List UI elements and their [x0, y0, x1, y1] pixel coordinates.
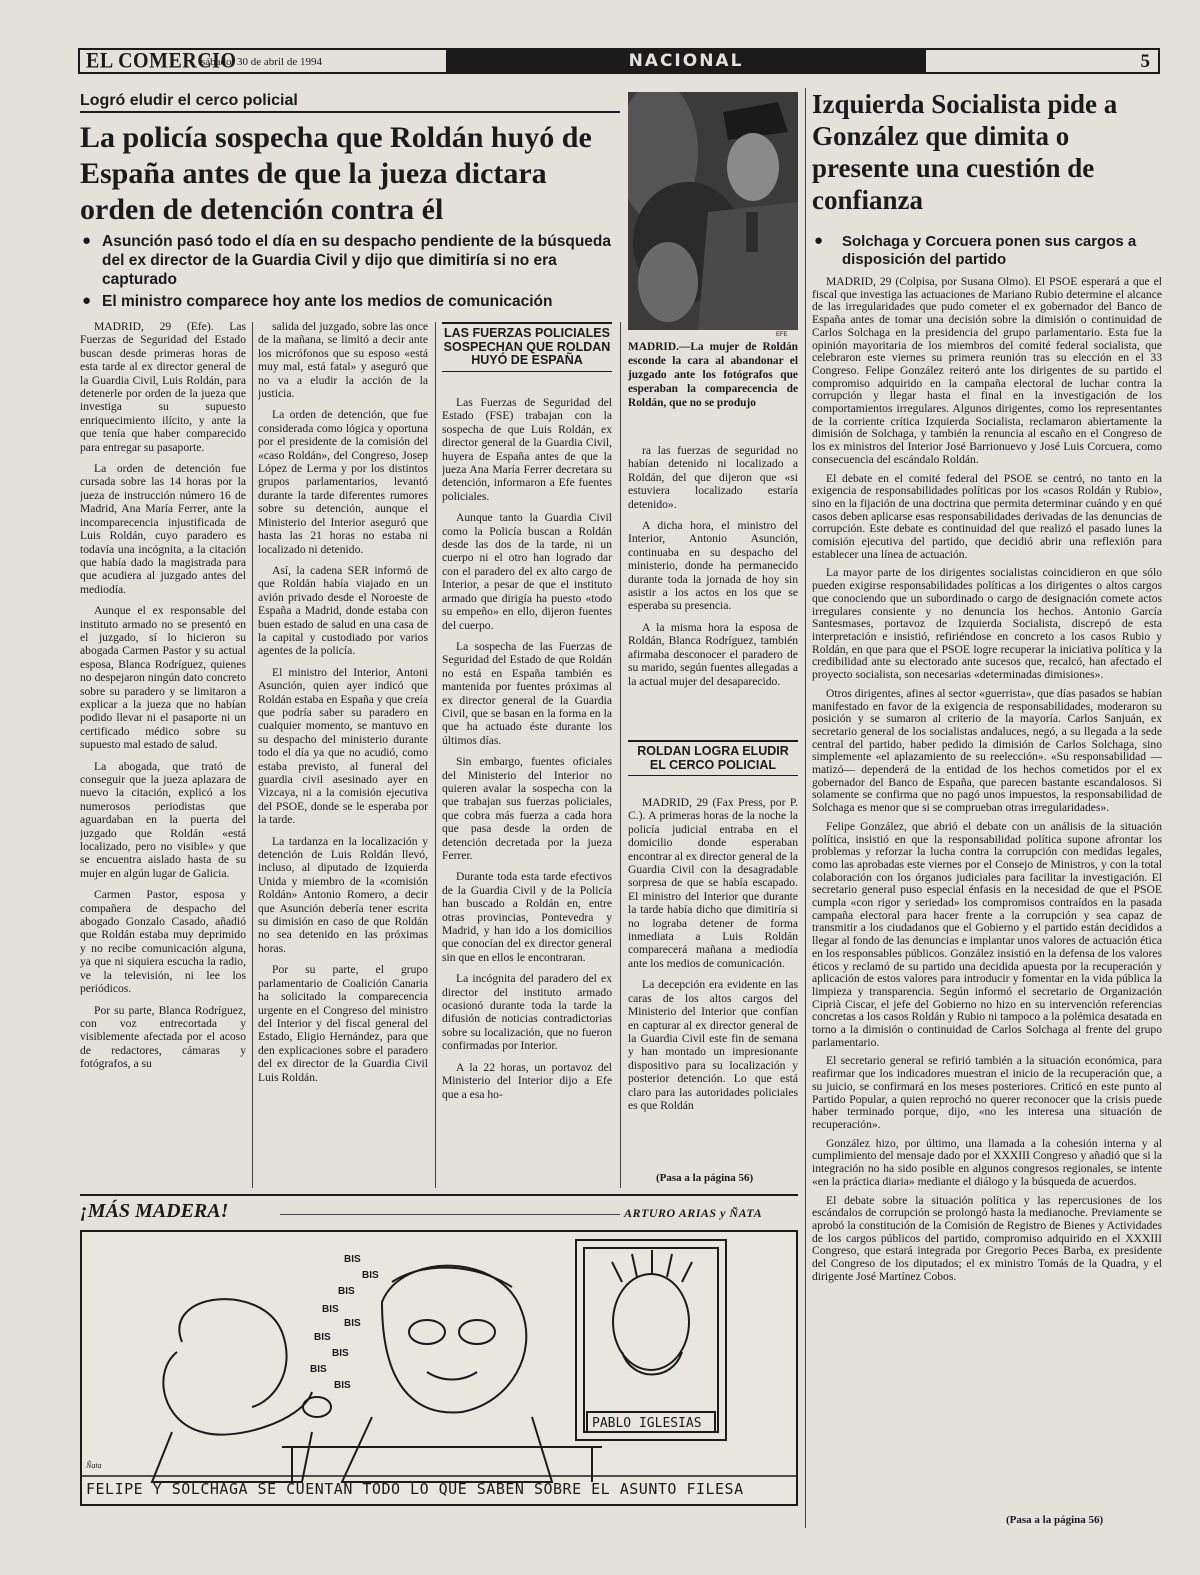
photo-illustration — [628, 92, 798, 330]
headline-bullets — [80, 232, 620, 314]
paragraph: ra las fuerzas de seguridad no habían detenido ni localizado a Roldán, del que dijeron que «si estuviera localizado estaría detenido». — [628, 444, 798, 511]
paragraph: González hizo, por último, una llamada a la cohesión interna y al cumplimiento del mensaje dado por el XXXIII Congreso y añadió que si la integración no ha sido posible en algunos congresos regionales, se intente «en la práctica diaria» mediante el diálogo y la búsqueda de acuerdos. — [812, 1136, 1162, 1188]
cartoon-bis-text: BIS — [310, 1364, 327, 1375]
cartoon-bis-text: BIS — [338, 1286, 355, 1297]
paragraph: La orden de detención, que fue considerada como lógica y oportuna por el presidente de la comisión del «caso Roldán», del Congreso, Josep López de Lerma y por los distintos grupos parlamentarios, levantó durante la tarde diferentes rumores sobre su detención, aunque el Ministerio del Interior aseguró que hasta las 21 horas no estaba ni localizado ni detenido. — [258, 408, 428, 556]
paragraph: El debate en el comité federal del PSOE se centró, no tanto en la exigencia de responsabilidades políticas por los «casos Roldán y Rubio», sino en la fijación de una doctrina que permita determinar cuándo y en qué casos deben aplicarse esas responsabilidades derivadas de las denuncias de corrupción. Este debate es continuidad del que realizó el pasado lunes la comisión ejecutiva del partido, que decidió abrir una reflexión para establecer una línea de actuación. — [812, 471, 1162, 561]
paragraph: La decepción era evidente en las caras de los altos cargos del Ministerio del Interior que confían en capturar al ex director general de la Guardia Civil este fin de semana y han montado un impresionante dispositivo para su localización y posterior detención. Lo que está claro para las autoridades policiales es que Roldán — [628, 978, 798, 1112]
section-tab: NACIONAL — [446, 48, 926, 74]
paragraph: A la 22 horas, un portavoz del Ministerio del Interior dijo a Efe que a esa ho- — [442, 1060, 612, 1101]
headline-bullet: ● Asunción pasó todo el día en su despacho pendiente de la búsqueda del ex director de la Guardia Civil y dijo que dimitiría si no era capturado — [80, 232, 620, 289]
news-photo — [628, 92, 798, 330]
cartoon-bis-text: BIS — [334, 1380, 351, 1391]
paragraph: El debate sobre la situación política y las repercusiones de los escándalos de corrupción se prolongó hasta la medianoche. Previamente se aprobó la constitución de la Comisión de Registro de Bienes y Actividades de los cargos públicos del partido, compromiso adquirido en el XXXIII Congreso, que estará integrada por Gregorio Peces Barba, ex presidente del Congreso de los diputados; el ex ministro Tomás de la Quadra, y el dirigente José Martínez Cobos. — [812, 1193, 1162, 1283]
article-column-5 — [628, 796, 798, 1178]
column-divider — [435, 322, 436, 1188]
paragraph: La mayor parte de los dirigentes socialistas coincidieron en que sólo pueden exigirse responsabilidades políticas a los dirigentes o altos cargos que conociendo que un subordinado o cargo de designación comete actos irregulares consiente y no denuncia los hechos. Antonio García Santesmases, portavoz de Izquierda Socialista, discrepó de esta interpretación e insistió, refiriéndose en concreto a los casos Rubio y Roldán, en que para que el PSOE logre recuperar la iniciativa política y la credibilidad ante su electorado ante sucesos que, recalcó, han afectado el proyecto socialista, son necesarias «determinadas dimisiones». — [812, 566, 1162, 682]
headline-bullet: ● El ministro comparece hoy ante los medios de comunicación — [80, 292, 620, 311]
paragraph: Carmen Pastor, esposa y compañera de despacho del abogado Gonzalo Casado, añadió que Roldán estaba muy deprimido y no recibe comunicación alguna, ya que ni siquiera escucha la radio, ve la televisión, ni lee los periódicos. — [80, 888, 246, 996]
subheadline-a: LAS FUERZAS POLICIALES SOSPECHAN QUE ROLDAN HUYÓ DE ESPAÑA — [442, 322, 612, 372]
paragraph: Durante toda esta tarde efectivos de la Guardia Civil y de la Policía han buscado a Roldán en, entre otras provincias, Pontevedra y Madrid, y han ido a los domicilios que conocían del ex director general sin que en ellos le encontraran. — [442, 870, 612, 964]
cartoon-authors: ARTURO ARIAS y ÑATA — [624, 1206, 763, 1220]
paragraph: Aunque el ex responsable del instituto armado no se presentó en el juzgado, sí lo hicieron su abogada Carmen Pastor y su actual esposa, Blanca Rodríguez, quienes no despejaron ningún dato concreto sobre su paradero y se limitaron a explicar a la jueza que no habían podido llevar ni el pasaporte ni un certificado médico sobre su supuesto mal estado de salud. — [80, 604, 246, 752]
paragraph: El ministro del Interior, Antoni Asunción, quien ayer indicó que Roldán estaba en España y que creía que podría saber su paradero en cualquier momento, se mantuvo en su despacho del ministerio durante todo el día ya que no acudió, como estaba previsto, al funeral del guardia civil asesinado ayer en Vizcaya, ni a la comisión ejecutiva del PSOE, donde se le esperaba por la tarde. — [258, 665, 428, 827]
column-divider — [620, 322, 621, 1188]
continuation-note: (Pasa a la página 56) — [656, 1172, 754, 1184]
cartoon-caption: FELIPE Y SOLCHAGA SE CUENTAN TODO LO QUE SABEN SOBRE EL ASUNTO FILESA — [86, 1480, 744, 1498]
paragraph: MADRID, 29 (Colpisa, por Susana Olmo). El PSOE esperará a que el fiscal que investiga las actuaciones de Mariano Rubio determine el alcance de las irregularidades que pudo cometer el ex gobernador del Banco de España antes de tomar una decisión sobre la dimisión o continuidad de Carlos Solchaga en la presidencia del grupo parlamentario. Esta fue la opinión mayoritaria de los miembros del comité federal socialista, que celebraron este viernes su primera reunión tras su elección en el 33 Congreso. Felipe González reiteró ante los dirigentes de su partido el compromiso adquirido en la campaña electoral de luchar contra la corrupción y llegar hasta el final en la investigación de los comportamientos irregulares. Algunos dirigentes, como los representantes de la corriente crítica Izquierda Socialista, reclamaron abiertamente la dimisión de Solchaga, y también la renuncia al escaño en el Congreso de los ex ministros del Interior José Barrionuevo y José Luis Corcuera, como consecuencia del escándalo Roldán. — [812, 276, 1162, 466]
column-divider — [252, 322, 253, 1188]
paragraph: A dicha hora, el ministro del Interior, Antonio Asunción, continuaba en su despacho del ministerio, donde ha permanecido durante toda la jornada de hoy sin asistir a los actos en los que se esperaba su presencia. — [628, 519, 798, 613]
paragraph: MADRID, 29 (Efe). Las Fuerzas de Seguridad del Estado buscan desde primeras horas de esta tarde al ex director general de la Guardia Civil, Luis Roldán, para detenerle por orden de la jueza que investiga su supuesto enriquecimiento ilícito, y ante la que tenía que haber comparecido para entregar su pasaporte. — [80, 320, 246, 454]
cartoon-title: ¡MÁS MADERA! — [80, 1200, 229, 1222]
right-headline: Izquierda Socialista pide a González que dimita o presente una cuestión de confianza — [812, 89, 1118, 215]
cartoon-top-rule — [80, 1194, 798, 1196]
cartoon-bis-text: BIS — [322, 1304, 339, 1315]
paragraph: MADRID, 29 (Fax Press, por P. C.). A primeras horas de la noche la policía judicial entraba en el domicilio donde esperaban encontrar al ex director general de la Guardia Civil con la desagradable sorpresa de que se había escapado. El ministro del Interior que durante la tarde había dicho que dimitiría si no lograba detener de forma inmediata a Luis Roldán comparecerá mañana a mediodía ante los medios de comunicación. — [628, 796, 798, 970]
right-article-body — [812, 276, 1162, 1508]
cartoon-drawing — [82, 1232, 796, 1504]
paragraph: Así, la cadena SER informó de que Roldán había viajado en un avión privado desde el Noroeste de España a Madrid, donde estaba con buen estado de salud en una casa de la capital y custodiado por varios agentes de la policía. — [258, 563, 428, 658]
paragraph: La orden de detención fue cursada sobre las 14 horas por la jueza de instrucción número 16 de Madrid, Ana María Ferrer, ante la incomparecencia injustificada de Luis Roldán, cuyo paradero es todavía una incógnita, a la citación que había dado la magistrada para que acudiera al juzgado antes del mediodía. — [80, 462, 246, 596]
cartoon-bis-text: BIS — [332, 1348, 349, 1359]
paragraph: Sin embargo, fuentes oficiales del Ministerio del Interior no quieren avalar la sospecha con la que trabajan sus fuerzas policiales, que cobra más fuerza a cada hora que pasa desde la orden de detención decretada por la jueza Ferrer. — [442, 755, 612, 862]
cartoon-bis-text: BIS — [362, 1270, 379, 1281]
cartoon-title-rule — [280, 1214, 620, 1215]
photo-caption: MADRID.—La mujer de Roldán esconde la cara al abandonar el juzgado ante los fotógrafos que esperaban la comparecencia de Roldán, que no se produjo — [628, 341, 798, 409]
article-column-2 — [258, 320, 428, 1190]
paragraph: Aunque tanto la Guardia Civil como la Policía buscan a Roldán desde las dos de la tarde, ni un cuerpo ni el otro han logrado dar con el paradero del ex alto cargo de Interior, a pesar de que el instituto armado que dirigía ha puesto «todo su empeño» en ello, dijeron fuentes del cuerpo. — [442, 511, 612, 632]
cartoon-bis-text: BIS — [344, 1254, 361, 1265]
issue-date: sábado, 30 de abril de 1994 — [201, 56, 322, 68]
paragraph: Otros dirigentes, afines al sector «guerrista», que días pasados se habían manifestado en favor de la exigencia de responsabilidades, moderaron su posición y se sumaron al criterio de la mayoría. Carlos Sanjuán, ex secretario general de los socialistas andaluces, negó, a su llegada a la sede central del partido, haber pedido la dimisión de Carlos Solchaga, sino simplemente «el aplazamiento de su reelección». «Su responsabilidad —matizó— dependerá de la entidad de los hechos cometidos por el ex gobernador del Banco de España, que parecen bastante escandalosos. Si solamente se confirma que no pagó unos impuestos, la responsabilidad de Solchaga es menor que si se comprueban otras irregularidades». — [812, 686, 1162, 815]
paragraph: La tardanza en la localización y detención de Luis Roldán llevó, incluso, al diputado de Izquierda Unida y miembro de la «comisión Roldán» Antonio Romero, a decir que Asunción debería tener escrita su dimisión en caso de que Roldán no sea detenido en las próximas horas. — [258, 834, 428, 955]
subheadline-b: ROLDAN LOGRA ELUDIR EL CERCO POLICIAL — [628, 740, 798, 776]
paragraph: salida del juzgado, sobre las once de la mañana, se limitó a decir ante los micrófonos que su esposo «está muy mal, está fatal» y aseguró que no va a eludir la acción de la justicia. — [258, 320, 428, 401]
paragraph: La incógnita del paradero del ex director del instituto armado ocasionó durante toda la tarde la difusión de noticias contradictorias sobre su localización, que no fueron confirmadas por Interior. — [442, 972, 612, 1053]
page-number: 5 — [1140, 51, 1150, 72]
cartoon-bis-text: BIS — [314, 1332, 331, 1343]
masthead: EL COMERCIO — [86, 48, 237, 74]
column-divider — [805, 88, 806, 1528]
paragraph: Felipe González, que abrió el debate con un análisis de la situación política, insistió en que la responsabilidad política supone afrontar los problemas y reforzar la lucha contra la corrupción con medidas legales, como las aprobadas este viernes por el Consejo de Ministros, y con la total colaboración con los órganos judiciales para facilitar la investigación. El secretario general puso especial énfasis en la necesidad de que el PSOE cumpla «con rigor y seriedad» los compromisos contraídos en la pasada campaña electoral para hacer frente a la corrupción y sea capaz de transmitir a los ciudadanos que el Gobierno y el partido están decididos a llegar al fondo de las denuncias e implantar unos valores de actuación ética en los responsables públicos. González insistió en la defensa de los valores éticos y reclamó de su partido una decidida apuesta por la recuperación y aplicación de estos valores para introducir y fomentar en la vida pública la limpieza y transparencia. Según informó el secretario de Organización Ciprià Ciscar, el jefe del Gobierno no hizo en su intervención referencias concretas a los casos Roldán y Rubio ni tampoco a la polémica desatada en torno a la dimisión o continuidad de Carlos Solchaga al frente del grupo parlamentario. — [812, 819, 1162, 1049]
photo-credit: EFE — [776, 332, 788, 338]
main-headline: La policía sospecha que Roldán huyó de España antes de que la jueza dictara orden de detención contra él — [80, 121, 592, 226]
paragraph: Por su parte, el grupo parlamentario de Coalición Canaria ha solicitado la comparecencia urgente en el Congreso del ministro del Interior y del fiscal general del Estado, Eligio Hernández, para que den explicaciones sobre el paradero del ex director de la Guardia Civil Luis Roldán. — [258, 963, 428, 1084]
cartoon-bis-text: BIS — [344, 1318, 361, 1329]
paragraph: La abogada, que trató de conseguir que la jueza aplazara de nuevo la citación, explicó a los numerosos periodistas que aguardaban en la puerta del juzgado que Roldán «está localizado, pero no visible» y que se encuentra aislado hasta de su mujer en algún lugar de Galicia. — [80, 759, 246, 880]
cartoon-frame — [80, 1230, 798, 1506]
article-column-1 — [80, 320, 246, 1190]
paragraph: Por su parte, Blanca Rodríguez, con voz entrecortada y visiblemente afectada por el acoso de redactores, cámaras y fotógrafos, a su — [80, 1003, 246, 1071]
paragraph: A la misma hora la esposa de Roldán, Blanca Rodríguez, también afirmaba desconocer el paradero de su marido, según fuentes allegadas a la actual mujer del desaparecido. — [628, 620, 798, 688]
story-kicker: Logró eludir el cerco policial — [80, 92, 620, 113]
page-header — [78, 48, 1160, 74]
right-bullet: ● Solchaga y Corcuera ponen sus cargos a disposición del partido — [812, 233, 1162, 269]
article-column-3 — [442, 396, 612, 1190]
paragraph: El secretario general se refirió también a la situación económica, para reafirmar que los indicadores muestran el inicio de la recuperación que, a su juicio, se confirmará en los meses posteriores. Criticó en este punto al Partido Popular, a quien reprochó no querer reconocer que la crisis puede haber terminado porque, dijo, «no les interesa una situación de recuperación». — [812, 1054, 1162, 1131]
paragraph: Las Fuerzas de Seguridad del Estado (FSE) trabajan con la sospecha de que Luis Roldán, ex director general de la Guardia Civil, huyera de España antes de que la jueza Ana María Ferrer decretara su detención, informaron a Efe fuentes policiales. — [442, 396, 612, 503]
cartoon-signature: Ñata — [86, 1461, 102, 1470]
continuation-note: (Pasa a la página 56) — [1006, 1514, 1104, 1526]
portrait-label: PABLO IGLESIAS — [592, 1416, 702, 1431]
paragraph: La sospecha de las Fuerzas de Seguridad del Estado de que Roldán no está en España también es mantenida por fuentes próximas al ex director general de la Guardia Civil, que se basan en la forma en la que ha actuado éste durante los últimos días. — [442, 639, 612, 747]
article-column-4 — [628, 444, 798, 746]
